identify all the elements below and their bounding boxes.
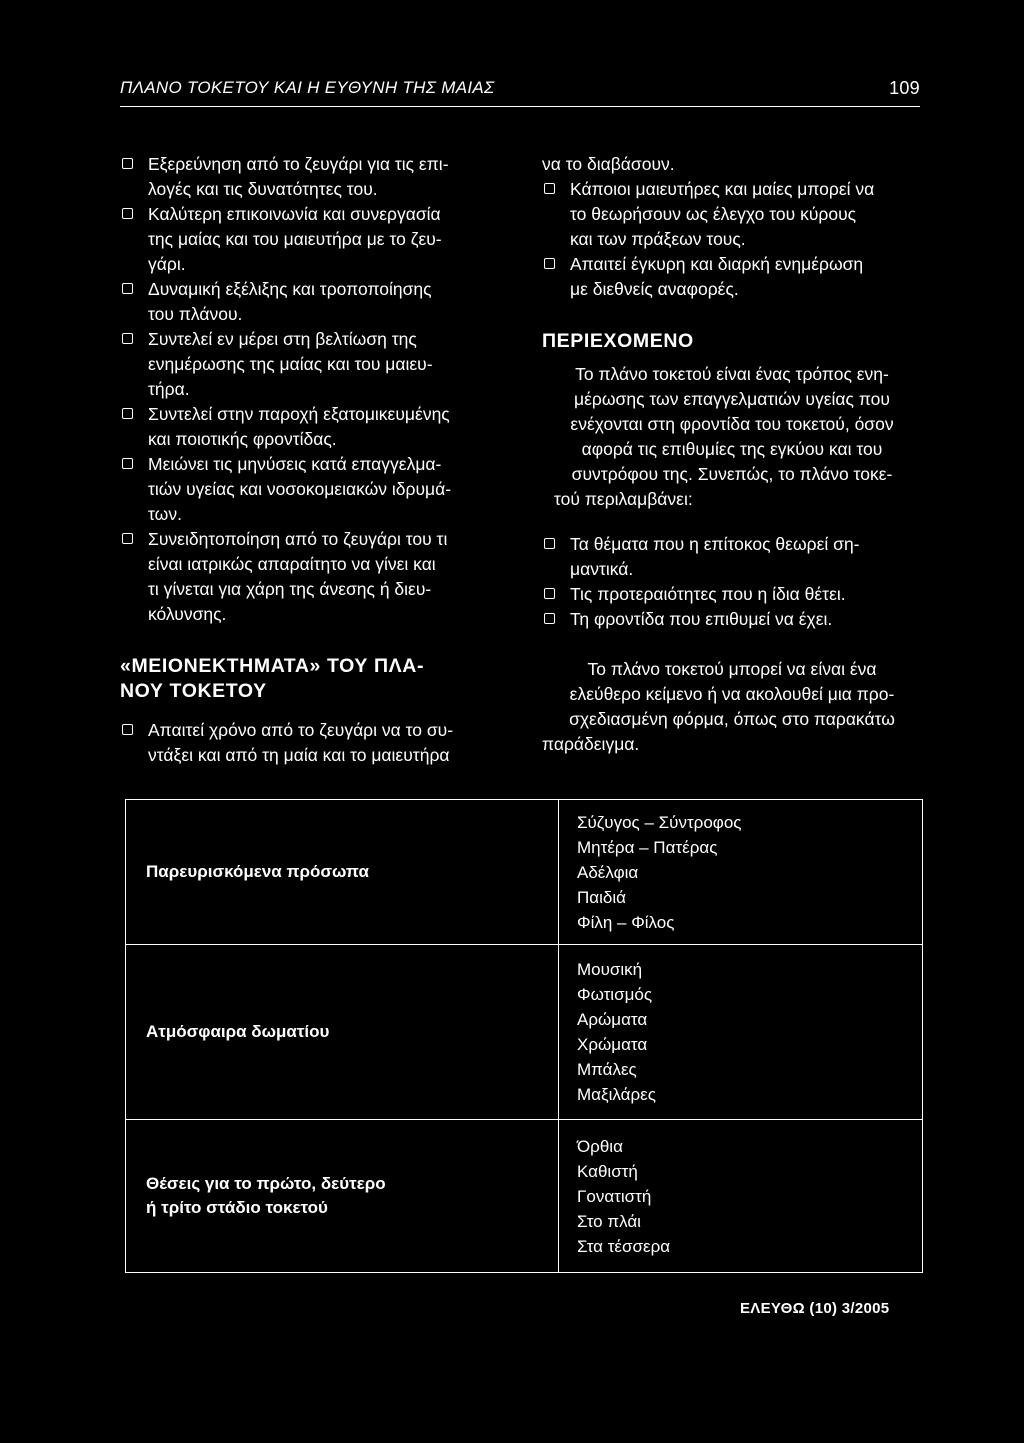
running-header [120, 78, 920, 98]
list-item: Τη φροντίδα που επιθυμεί να έχει. [542, 607, 922, 632]
table-label-cell: Θέσεις για το πρώτο, δεύτερο ή τρίτο στάδιο τοκετού [126, 1120, 559, 1273]
list-item: Δυναμική εξέλιξης και τροποποίησης του πλάνου. [120, 277, 505, 327]
checkbox-bullet-icon [544, 588, 555, 599]
table-label-cell: Παρευρισκόμενα πρόσωπα [126, 800, 559, 945]
table-row [126, 1120, 923, 1273]
checkbox-bullet-icon [122, 333, 133, 344]
birth-plan-table [125, 799, 923, 1273]
table-value-cell: Μουσική Φωτισμός Αρώματα Χρώματα Μπάλες Μαξιλάρες [559, 945, 923, 1120]
right-column [542, 152, 922, 757]
checkbox-bullet-icon [122, 208, 133, 219]
list-item: Συντελεί στην παροχή εξατομικευμένης και ποιοτικής φροντίδας. [120, 402, 505, 452]
left-column [120, 152, 505, 768]
closing-paragraph: Το πλάνο τοκετού μπορεί να είναι ένα ελεύθερο κείμενο ή να ακολουθεί μια προ- σχεδιασμένη φόρμα, όπως στο παρακάτω παράδειγμα. [542, 659, 895, 754]
continuation-text: να το διαβάσουν. [542, 154, 675, 174]
checkbox-bullet-icon [122, 458, 133, 469]
checkbox-bullet-icon [544, 613, 555, 624]
checkbox-bullet-icon [544, 183, 555, 194]
checkbox-bullet-icon [122, 724, 133, 735]
checkbox-bullet-icon [122, 408, 133, 419]
list-item: Τα θέματα που η επίτοκος θεωρεί ση- μαντικά. [542, 532, 922, 582]
list-item: Εξερεύνηση από το ζευγάρι για τις επι- λογές και τις δυνατότητες του. [120, 152, 505, 202]
checkbox-bullet-icon [122, 533, 133, 544]
section-heading-content: ΠΕΡΙΕΧΟΜΕΝΟ [542, 330, 694, 352]
list-item: Απαιτεί χρόνο από το ζευγάρι να το συ- ντάξει και από τη μαία και το μαιευτήρα [120, 718, 505, 768]
content-paragraph: Το πλάνο τοκετού είναι ένας τρόπος ενη- μέρωσης των επαγγελματιών υγείας που ενέχονται στη φροντίδα του τοκετού, όσον αφορά τις επιθυμίες της εγκύου και του συντρόφου της. Συνεπώς, το πλάνο τοκε- τού περιλαμβάνει: [554, 364, 894, 509]
journal-footer: ΕΛΕΥΘΩ (10) 3/2005 [740, 1300, 890, 1317]
checkbox-bullet-icon [122, 158, 133, 169]
section-heading-disadvantages: «ΜΕΙΟΝΕΚΤΗΜΑΤΑ» ΤΟΥ ΠΛΑ- ΝΟΥ ΤΟΚΕΤΟΥ [120, 655, 425, 702]
table-label-cell: Ατμόσφαιρα δωματίου [126, 945, 559, 1120]
list-item: Κάποιοι μαιευτήρες και μαίες μπορεί να το θεωρήσουν ως έλεγχο του κύρους και των πράξεων τους. [542, 177, 922, 252]
list-item: Καλύτερη επικοινωνία και συνεργασία της μαίας και του μαιευτήρα με το ζευ- γάρι. [120, 202, 505, 277]
list-item: Συντελεί εν μέρει στη βελτίωση της ενημέρωσης της μαίας και του μαιευ- τήρα. [120, 327, 505, 402]
header-title: ΠΛΑΝΟ ΤΟΚΕΤΟΥ ΚΑΙ Η ΕΥΘΥΝΗ ΤΗΣ ΜΑΙΑΣ [120, 78, 495, 97]
list-item: Συνειδητοποίηση από το ζευγάρι του τι είναι ιατρικώς απαραίτητο να γίνει και τι γίνεται για χάρη της άνεσης ή διευ- κόλυνσης. [120, 527, 505, 627]
checkbox-bullet-icon [544, 538, 555, 549]
page-number: 109 [889, 78, 920, 98]
table-value-cell: Όρθια Καθιστή Γονατιστή Στο πλάι Στα τέσσερα [559, 1120, 923, 1273]
table-value-cell: Σύζυγος – Σύντροφος Μητέρα – Πατέρας Αδέλφια Παιδιά Φίλη – Φίλος [559, 800, 923, 945]
table-row [126, 800, 923, 945]
checkbox-bullet-icon [544, 258, 555, 269]
list-item: Μειώνει τις μηνύσεις κατά επαγγελμα- τιών υγείας και νοσοκομειακών ιδρυμά- των. [120, 452, 505, 527]
checkbox-bullet-icon [122, 283, 133, 294]
list-item: Τις προτεραιότητες που η ίδια θέτει. [542, 582, 922, 607]
table-row [126, 945, 923, 1120]
list-item: Απαιτεί έγκυρη και διαρκή ενημέρωση με διεθνείς αναφορές. [542, 252, 922, 302]
header-rule [120, 106, 920, 107]
